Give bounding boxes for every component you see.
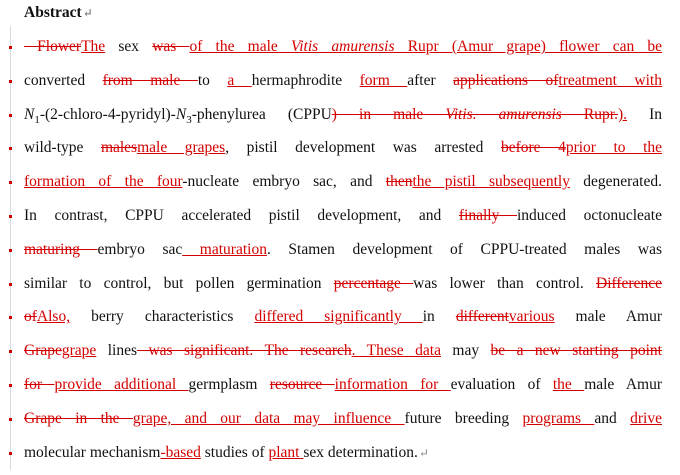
plain-text: lines	[96, 342, 138, 360]
inserted-text: various	[508, 308, 555, 326]
deleted-text: be a new starting point	[490, 342, 662, 360]
plain-text: germplasm	[188, 376, 270, 393]
revision-marker	[9, 350, 12, 353]
plain-text: studies of	[200, 443, 269, 461]
inserted-text: prior to the	[565, 139, 663, 157]
plain-text: future breeding	[404, 409, 523, 427]
revision-marker	[9, 384, 12, 387]
plain-text: degenerated.	[569, 173, 662, 191]
plain-text: . Stamen development of CPPU-treated males was	[266, 240, 663, 258]
deleted-text: Flower	[24, 38, 82, 55]
inserted-text: treatment with	[558, 71, 662, 89]
inserted-text: formation of the four	[24, 173, 183, 191]
deleted-text: resource	[269, 376, 335, 393]
deleted-text: was	[152, 38, 190, 55]
text-line[interactable]	[24, 273, 662, 295]
plain-text: -phenylurea (CPPU	[191, 105, 332, 123]
plain-text: wild-type	[24, 139, 101, 157]
text-line[interactable]	[24, 137, 662, 159]
plain-text: similar to control, but pollen germination	[24, 274, 334, 292]
deleted-text: finally	[458, 207, 517, 224]
inserted-text: Vitis amurensis	[290, 38, 395, 55]
text-line[interactable]	[24, 36, 662, 58]
inserted-text: Also,	[36, 308, 71, 326]
plain-text: in	[422, 308, 456, 326]
subscript-text: 1	[34, 113, 40, 126]
deleted-text: for	[24, 376, 55, 393]
deleted-text: Rupr.	[561, 105, 618, 123]
deleted-text: Vitis. amurensis	[445, 105, 562, 123]
inserted-text: grape, and our data may influence	[132, 409, 405, 427]
deleted-text: of	[24, 308, 37, 326]
text-line[interactable]	[24, 70, 662, 92]
plain-text: was lower than control.	[413, 274, 596, 292]
text-line[interactable]	[24, 408, 662, 430]
deleted-text: different	[455, 308, 509, 326]
plain-text: N	[175, 105, 187, 123]
plain-text: may	[440, 342, 491, 360]
text-line[interactable]	[24, 239, 662, 261]
plain-text: molecular mechanism	[24, 443, 161, 461]
inserted-text: information for	[334, 376, 451, 393]
plain-text: , pistil development was arrested	[225, 139, 501, 157]
text-line[interactable]	[24, 205, 662, 227]
revision-marker	[9, 181, 12, 184]
inserted-text: Rupr (Amur grape) flower can be	[394, 38, 663, 55]
text-line[interactable]	[24, 306, 662, 328]
text-line[interactable]	[24, 374, 662, 396]
revision-marker	[9, 316, 12, 319]
text-line[interactable]	[24, 104, 662, 126]
deleted-text: males	[100, 139, 138, 157]
paragraph-mark-icon: ↵	[418, 445, 429, 460]
inserted-text: the	[552, 376, 585, 393]
subscript-text: 3	[186, 113, 192, 126]
plain-text: evaluation of	[450, 376, 553, 393]
inserted-text: ).	[617, 105, 627, 123]
inserted-text: programs	[522, 409, 595, 427]
deleted-text: from male	[102, 71, 198, 89]
revision-marker	[9, 249, 12, 252]
plain-text: converted	[24, 71, 103, 89]
inserted-text: grape	[61, 342, 97, 360]
inserted-text: form	[359, 71, 408, 89]
inserted-text: plant	[268, 443, 304, 461]
revision-marker	[9, 46, 12, 49]
plain-text: berry characteristics	[70, 308, 255, 326]
deleted-text: was significant. The research	[137, 342, 352, 360]
deleted-text: Grape in the	[24, 409, 133, 427]
plain-text: In	[627, 105, 663, 123]
revision-marker	[9, 147, 12, 150]
inserted-text: maturation	[182, 240, 267, 258]
plain-text: and	[594, 409, 631, 427]
plain-text: N	[24, 105, 35, 123]
inserted-text: the pistil subsequently	[412, 173, 570, 191]
plain-text: embryo sac	[97, 240, 183, 258]
revision-marker	[9, 452, 12, 455]
deleted-text: before 4	[500, 139, 566, 157]
revision-marker	[9, 283, 12, 286]
inserted-text: differed significantly	[254, 308, 423, 326]
inserted-text: The	[81, 38, 106, 55]
text-line[interactable]	[24, 442, 662, 464]
inserted-text: male grapes	[137, 139, 226, 157]
inserted-text: provide additional	[54, 376, 189, 393]
plain-text: -nucleate embryo sac, and	[182, 173, 386, 191]
abstract-heading[interactable]	[24, 4, 93, 22]
inserted-text: . These data	[351, 342, 441, 360]
inserted-text: drive	[630, 409, 662, 427]
deleted-text: ) in male	[331, 105, 446, 123]
paragraph-mark-icon: ↵	[82, 6, 93, 20]
revision-marker	[9, 215, 12, 218]
revision-marker	[9, 80, 12, 83]
heading-text: Abstract	[24, 4, 82, 21]
plain-text: In contrast, CPPU accelerated pistil development, and	[24, 207, 459, 224]
plain-text: induced octonucleate	[516, 207, 662, 224]
revision-marker	[9, 114, 12, 117]
text-line[interactable]	[24, 340, 662, 362]
revision-marker	[9, 418, 12, 421]
plain-text: after	[407, 71, 454, 89]
deleted-text: maturing	[24, 240, 98, 258]
text-line[interactable]	[24, 171, 662, 193]
inserted-text: a	[227, 71, 252, 89]
deleted-text: Grape	[24, 342, 62, 360]
plain-text: sex	[105, 38, 153, 55]
deleted-text: applications of	[453, 71, 559, 89]
plain-text: -(2-chloro-4-pyridyl)-	[39, 105, 176, 123]
inserted-text: of the male	[189, 38, 291, 55]
deleted-text: then	[385, 173, 413, 191]
plain-text: to	[197, 71, 228, 89]
deleted-text: percentage	[333, 274, 414, 292]
plain-text: sex determination.	[303, 443, 418, 461]
plain-text: male Amur	[554, 308, 662, 326]
plain-text: hermaphrodite	[251, 71, 360, 89]
inserted-text: -based	[160, 443, 201, 461]
plain-text: male Amur	[584, 376, 662, 393]
deleted-text: Difference	[596, 274, 662, 292]
